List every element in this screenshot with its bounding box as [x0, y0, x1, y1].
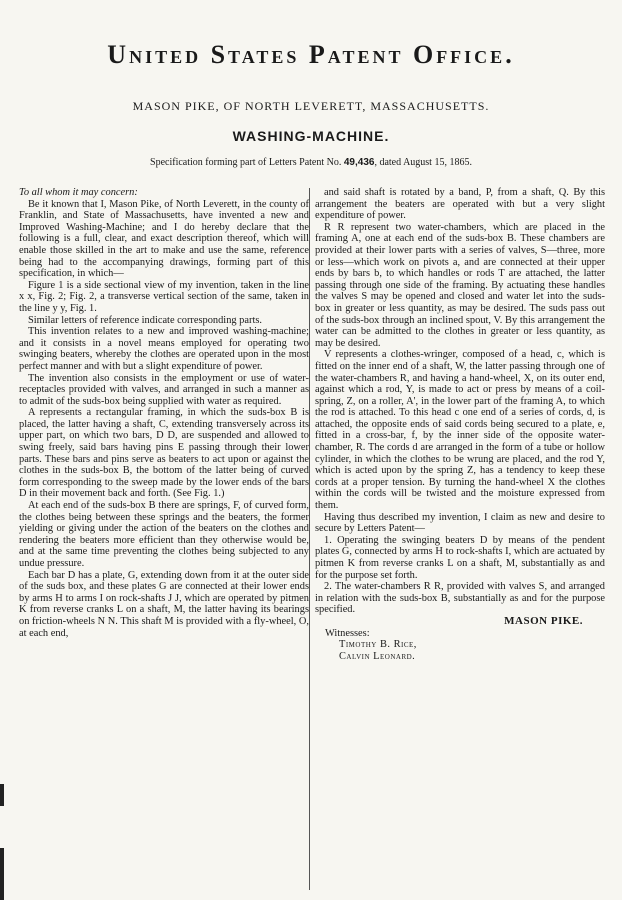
paragraph: V represents a clothes-wringer, composed of a head, c, which is fitted on the inner end of a shaft, W, the latter passing through one of the water-chambers R, and having a hand-wheel, X, on its outer end, against which a rod, Y, is made to act or press by means of a coil-spring, Z, on a roller, A', in the lower part of the framing A, to which the rod is attached. To this head c one end of a series of cords, d, is attached, the opposite ends of said cords being secured to a plate, e, fitted in a cross-bar, f, by the inner side of the opposite water-chamber, R. The cords d are arranged in the form of a tube or hollow cylinder, in which the clothes to be wrung are placed, and the rod Y, which is acted upon by the spring Z, has a tendency to keep these cords at a proper tension. By turning the hand-wheel X the clothes within the cords will be twisted and the moisture expressed from them. — [315, 349, 605, 512]
paragraph: Be it known that I, Mason Pike, of North Leverett, in the county of Franklin, and State of Massachusetts, have invented a new and Improved Washing-Machine; and I do hereby declare that the following is a full, clear, and exact description thereof, which will enable those skilled in the art to make and use the same, reference being had to the accompanying drawings, forming part of this specification, in which— — [19, 198, 309, 280]
paragraph: This invention relates to a new and improved washing-machine; and it consists in a novel means employed for operating two swinging beaters, whereby the clothes are operated upon in the most perfect manner and with but a slight expenditure of power. — [19, 326, 309, 372]
left-column — [19, 187, 309, 639]
claims-intro: Having thus described my invention, I claim as new and desire to secure by Letters Patent— — [315, 511, 605, 535]
claim-2: 2. The water-chambers R R, provided with valves S, and arranged in relation with the suds-box B, substantially as and for the purpose specified. — [315, 581, 605, 616]
paragraph: The invention also consists in the employment or use of water-receptacles provided with valves, and arranged in such a manner as to admit of the suds-box being supplied with water as required. — [19, 372, 309, 407]
column-divider — [309, 188, 310, 890]
right-column — [315, 187, 605, 662]
paragraph: R R represent two water-chambers, which are placed in the framing A, one at each end of the suds-box B. These chambers are provided at their lower parts with a series of valves, S—three, more or less—which work on pivots a, and are connected at their upper ends by bars b, to which handles or rods T are attached, the latter passing through one side of the framing. By actuating these handles the valves S may be opened and closed and water let into the suds-box in greater or less quantity, as may be desired. The suds pass out of the suds-box through an inclined spout, V. By this arrangement the water can be admitted to the clothes in greater or less quantity, as may be desired. — [315, 221, 605, 349]
paragraph: Each bar D has a plate, G, extending down from it at the outer side of the suds box, and these plates G are connected at their lower ends by arms H to arms I on rock-shafts J J, which are operated by pitmen K from reverse cranks L on a shaft, M, the latter having its bearings on friction-wheels N N. This shaft M is provided with a fly-wheel, O, at each end, — [19, 569, 309, 639]
paragraph: Similar letters of reference indicate corresponding parts. — [28, 314, 262, 326]
paragraph: At each end of the suds-box B there are springs, F, of curved form, the clothes being between these springs and the beaters, the former yielding or giving under the action of the beaters on the clothes and rendering the beaters more efficient than they otherwise would be, and at the same time preventing the clothes being subjected to any undue pressure. — [19, 500, 309, 569]
office-title: United States Patent Office. — [107, 40, 515, 69]
witnesses-label: Witnesses: — [325, 627, 370, 639]
invention-title: WASHING-MACHINE. — [232, 128, 390, 144]
patent-number: 49,436 — [343, 157, 375, 168]
paragraph: A represents a rectangular framing, in which the suds-box B is placed, the latter having a shaft, C, extending transversely across its upper part, on which two bars, D D, are suspended and allowed to swing freely, said bars having pins E passing through their lower parts. These bars and pins serve as beaters to act upon or against the clothes in the suds-box B, the bottom of the latter being of curved form corresponding to the sweep made by the lower ends of the bars D in their movement back and forth. (See Fig. 1.) — [19, 407, 309, 500]
witness-name: Timothy B. Rice, — [339, 639, 417, 651]
scan-edge-mark — [0, 784, 4, 806]
spec-prefix: Specification forming part of Letters Patent No. — [150, 157, 344, 168]
claim-1: 1. Operating the swinging beaters D by means of the pendent plates G, connected by arms H to rock-shafts I, which are actuated by pitmen K from reverse cranks L on a shaft, M, substantially as and for the purpose set forth. — [315, 534, 605, 581]
salutation: To all whom it may concern: — [19, 187, 138, 198]
inventor-signature: MASON PIKE. — [504, 614, 583, 627]
specification-line — [0, 157, 622, 168]
witness-name: Calvin Leonard. — [339, 650, 416, 662]
scan-edge-mark — [0, 848, 4, 900]
paragraph: and said shaft is rotated by a band, P, from a shaft, Q. By this arrangement the beaters are operated with but a very slight expenditure of power. — [315, 187, 605, 222]
inventor-line: MASON PIKE, OF NORTH LEVERETT, MASSACHUSETTS. — [132, 99, 490, 113]
spec-suffix: , dated August 15, 1865. — [374, 157, 472, 168]
paragraph: Figure 1 is a side sectional view of my invention, taken in the line x x, Fig. 2; Fig. 2, a transverse vertical section of the same, taken in the line y y, Fig. 1. — [19, 279, 309, 314]
